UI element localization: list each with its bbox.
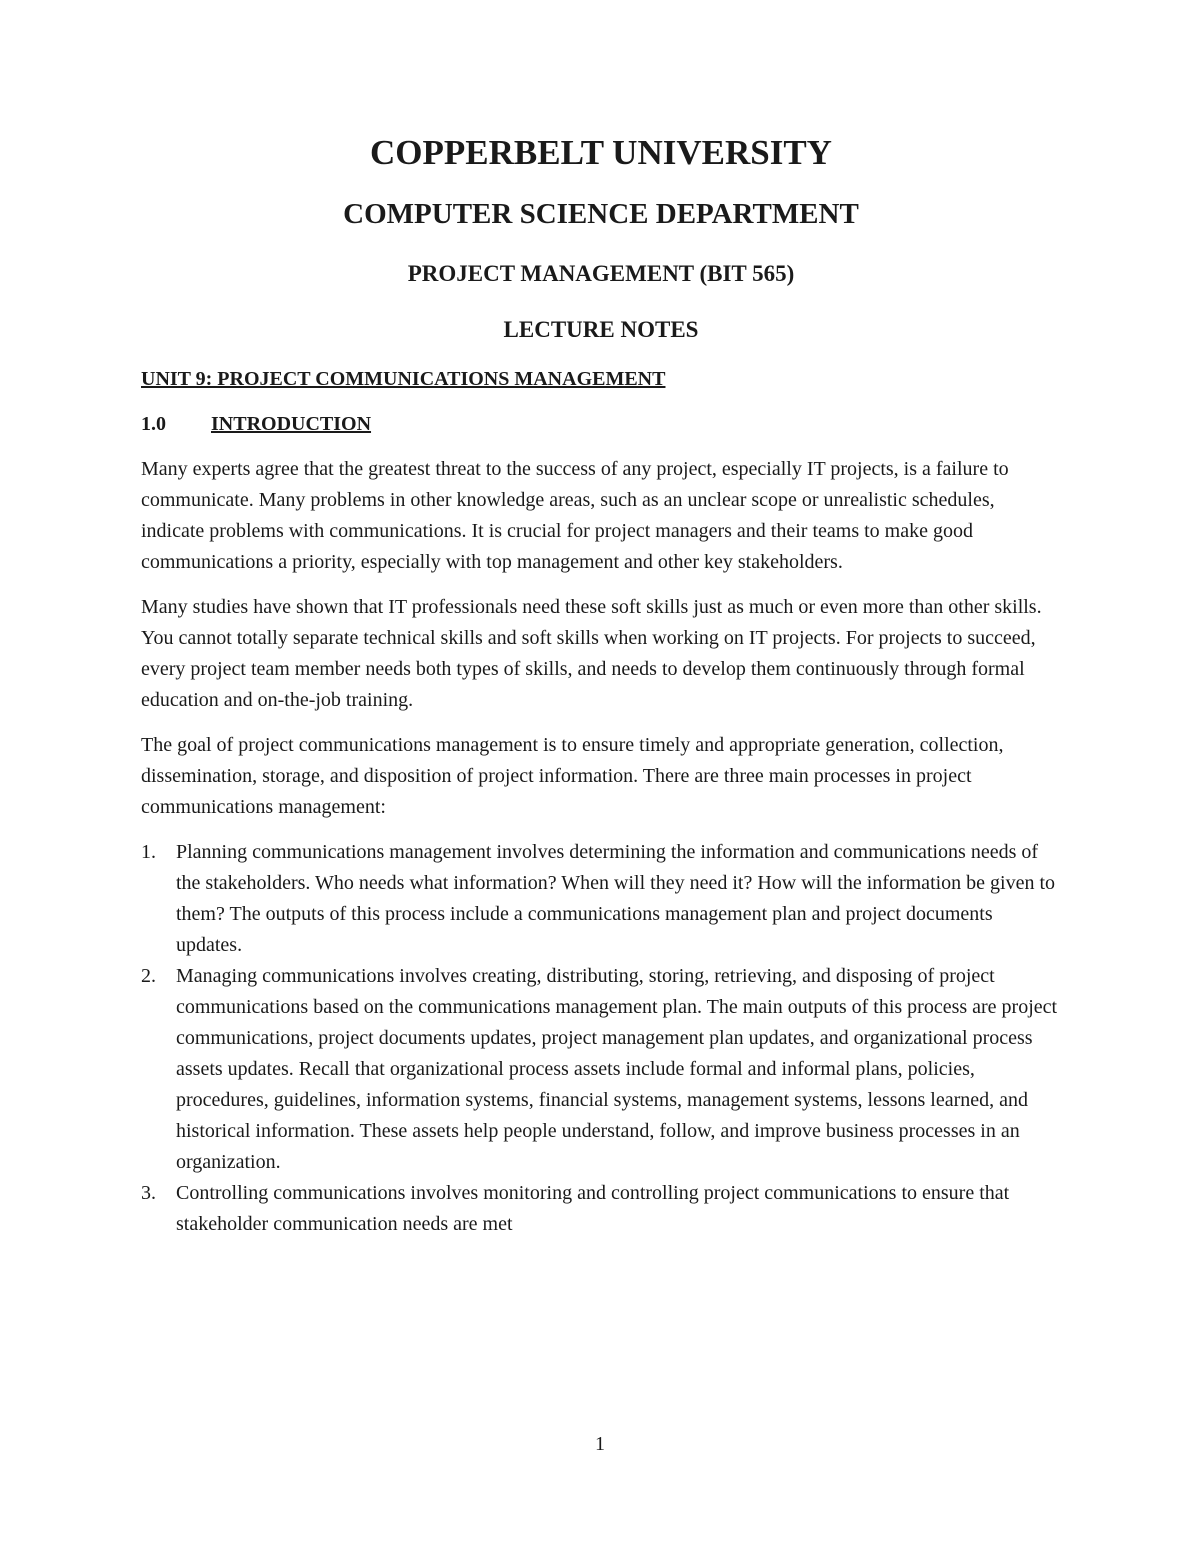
title-block xyxy=(141,128,1061,348)
page-content xyxy=(141,120,1061,1240)
section-heading xyxy=(141,408,1061,440)
list-item xyxy=(141,837,1061,961)
section-number: 1.0 xyxy=(141,413,166,435)
list-item-text: Managing communications involves creating, distributing, storing, retrieving, and disposing of project communications based on the communications management plan. The main outputs of this process are project communications, project documents updates, project management plan updates, and organizational process assets updates. Recall that organizational process assets include formal and informal plans, policies, procedures, guidelines, information systems, financial systems, management systems, lessons learned, and historical information. These assets help people understand, follow, and improve business processes in an organization. xyxy=(176,965,1058,1173)
course-title: PROJECT MANAGEMENT (BIT 565) xyxy=(407,261,795,286)
paragraph: Many studies have shown that IT professionals need these soft skills just as much or even more than other skills. You cannot totally separate technical skills and soft skills when working on IT projects. For projects to succeed, every project team member needs both types of skills, and needs to develop them continuously through formal education and on-the-job training. xyxy=(141,596,1042,711)
university-title: COPPERBELT UNIVERSITY xyxy=(370,133,832,172)
list-item-number: 3. xyxy=(141,1182,156,1204)
process-list xyxy=(141,837,1061,1240)
paragraph: The goal of project communications management is to ensure timely and appropriate generation, collection, dissemination, storage, and disposition of project information. There are three main processes in project communications management: xyxy=(141,734,1004,818)
unit-heading: UNIT 9: PROJECT COMMUNICATIONS MANAGEMENT xyxy=(141,368,666,390)
list-item xyxy=(141,961,1061,1178)
paragraph: Many experts agree that the greatest threat to the success of any project, especially IT projects, is a failure to communicate. Many problems in other knowledge areas, such as an unclear scope or unrealistic schedules, indicate problems with communications. It is crucial for project managers and their teams to make good communications a priority, especially with top management and other key stakeholders. xyxy=(141,458,1009,573)
page-number: 1 xyxy=(595,1433,605,1455)
list-item xyxy=(141,1178,1061,1240)
list-item-text: Controlling communications involves monitoring and controlling project communications to ensure that stakeholder communication needs are met xyxy=(176,1182,1010,1235)
list-item-text: Planning communications management involves determining the information and communications needs of the stakeholders. Who needs what information? When will they need it? How will the information be given to them? The outputs of this process include a communications management plan and project documents updates. xyxy=(176,841,1056,956)
section-title: INTRODUCTION xyxy=(211,413,372,435)
list-item-number: 2. xyxy=(141,965,156,987)
document-type-title: LECTURE NOTES xyxy=(503,317,699,342)
list-item-number: 1. xyxy=(141,841,156,863)
department-title: COMPUTER SCIENCE DEPARTMENT xyxy=(343,198,859,230)
